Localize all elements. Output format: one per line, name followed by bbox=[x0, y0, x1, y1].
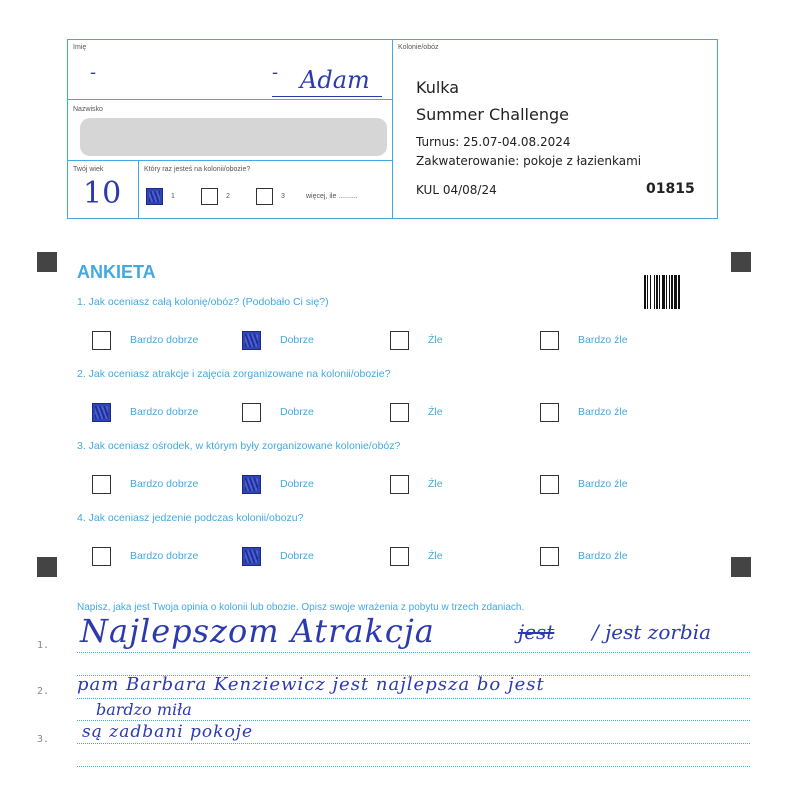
form-number: 01815 bbox=[646, 181, 695, 197]
q4-option-1-checkbox[interactable] bbox=[92, 547, 111, 566]
q1-option-2-checkbox[interactable] bbox=[242, 331, 261, 350]
nazwisko-redacted bbox=[80, 118, 387, 156]
registration-marker bbox=[731, 557, 751, 577]
imie-value: Adam bbox=[300, 66, 370, 94]
q1-option-3-checkbox[interactable] bbox=[390, 331, 409, 350]
q4-option-2-checkbox[interactable] bbox=[242, 547, 261, 566]
camp-program: Summer Challenge bbox=[416, 105, 569, 124]
registration-marker bbox=[731, 252, 751, 272]
q3-option-4-label: Bardzo źle bbox=[578, 478, 628, 490]
q1-option-1-label: Bardzo dobrze bbox=[130, 334, 199, 346]
line-number: 3. bbox=[37, 734, 50, 745]
kolonie-label: Kolonie/obóz bbox=[398, 44, 439, 51]
answer-line-3: są zadbani pokoje bbox=[82, 722, 254, 742]
q2-option-3-label: Źle bbox=[428, 406, 443, 418]
q4-option-3-checkbox[interactable] bbox=[390, 547, 409, 566]
barcode-bar bbox=[680, 275, 681, 309]
q1-option-4-checkbox[interactable] bbox=[540, 331, 559, 350]
q3-option-3-label: Źle bbox=[428, 478, 443, 490]
q1-option-2-label: Dobrze bbox=[280, 334, 314, 346]
q2-option-2-checkbox[interactable] bbox=[242, 403, 261, 422]
answer-line bbox=[77, 652, 750, 653]
wiek-label: Twój wiek bbox=[73, 166, 104, 173]
answer-line bbox=[77, 766, 750, 767]
q1-option-3-label: Źle bbox=[428, 334, 443, 346]
survey-title: ANKIETA bbox=[77, 262, 156, 282]
answer-line-1-crossed: jest bbox=[518, 620, 555, 644]
header-divider bbox=[138, 160, 139, 219]
ktory-raz-option-2: 2 bbox=[226, 193, 230, 200]
imie-dash: - bbox=[272, 62, 279, 83]
answer-line bbox=[77, 698, 750, 699]
q4-option-4-checkbox[interactable] bbox=[540, 547, 559, 566]
question-2: 2. Jak oceniasz atrakcje i zajęcia zorganizowane na kolonii/obozie? bbox=[77, 368, 391, 380]
q2-option-1-checkbox[interactable] bbox=[92, 403, 111, 422]
q3-option-4-checkbox[interactable] bbox=[540, 475, 559, 494]
q2-option-1-label: Bardzo dobrze bbox=[130, 406, 199, 418]
registration-marker bbox=[37, 557, 57, 577]
answer-line bbox=[77, 743, 750, 744]
q1-option-4-label: Bardzo źle bbox=[578, 334, 628, 346]
q2-option-4-label: Bardzo źle bbox=[578, 406, 628, 418]
question-3: 3. Jak oceniasz ośrodek, w którym były zorganizowane kolonie/obóz? bbox=[77, 440, 401, 452]
q3-option-1-checkbox[interactable] bbox=[92, 475, 111, 494]
q2-option-3-checkbox[interactable] bbox=[390, 403, 409, 422]
imie-label: Imię bbox=[73, 44, 87, 51]
wiek-value: 10 bbox=[83, 176, 122, 211]
q3-option-2-checkbox[interactable] bbox=[242, 475, 261, 494]
imie-underline bbox=[272, 96, 382, 97]
q4-option-4-label: Bardzo źle bbox=[578, 550, 628, 562]
line-number: 1. bbox=[37, 640, 50, 651]
question-1: 1. Jak oceniasz całą kolonię/obóz? (Podobało Ci się?) bbox=[77, 296, 329, 308]
q4-option-3-label: Źle bbox=[428, 550, 443, 562]
camp-code: KUL 04/08/24 bbox=[416, 183, 497, 197]
camp-name: Kulka bbox=[416, 78, 460, 97]
imie-dash: - bbox=[90, 62, 97, 83]
ktory-raz-checkbox-3[interactable] bbox=[256, 188, 273, 205]
opinion-prompt: Napisz, jaka jest Twoja opinia o kolonii lub obozie. Opisz swoje wrażenia z pobytu w trzech zdaniach. bbox=[77, 602, 525, 613]
ktory-raz-checkbox-2[interactable] bbox=[201, 188, 218, 205]
ktory-raz-option-3: 3 bbox=[281, 193, 285, 200]
answer-line-1: Najlepszom Atrakcja bbox=[80, 612, 435, 650]
ktory-raz-checkbox-1[interactable] bbox=[146, 188, 163, 205]
answer-line bbox=[77, 720, 750, 721]
turnus: Turnus: 25.07-04.08.2024 bbox=[416, 135, 571, 149]
registration-marker bbox=[37, 252, 57, 272]
question-4: 4. Jak oceniasz jedzenie podczas kolonii/obozu? bbox=[77, 512, 304, 524]
q4-option-1-label: Bardzo dobrze bbox=[130, 550, 199, 562]
q3-option-1-label: Bardzo dobrze bbox=[130, 478, 199, 490]
ktory-raz-label: Który raz jesteś na kolonii/obozie? bbox=[144, 166, 251, 173]
nazwisko-label: Nazwisko bbox=[73, 106, 103, 113]
q1-option-1-checkbox[interactable] bbox=[92, 331, 111, 350]
answer-line-2b: bardzo miła bbox=[96, 700, 192, 719]
line-number: 2. bbox=[37, 686, 50, 697]
ktory-raz-more: więcej, ile .......... bbox=[306, 193, 358, 200]
barcode bbox=[644, 275, 698, 309]
header-divider bbox=[392, 39, 393, 219]
header-divider bbox=[67, 160, 392, 161]
ktory-raz-option-1: 1 bbox=[171, 193, 175, 200]
q3-option-2-label: Dobrze bbox=[280, 478, 314, 490]
q2-option-2-label: Dobrze bbox=[280, 406, 314, 418]
header-divider bbox=[67, 99, 392, 100]
answer-line-2: pam Barbara Kenziewicz jest najlepsza bo jest bbox=[77, 674, 545, 695]
q2-option-4-checkbox[interactable] bbox=[540, 403, 559, 422]
q3-option-3-checkbox[interactable] bbox=[390, 475, 409, 494]
zakwaterowanie: Zakwaterowanie: pokoje z łazienkami bbox=[416, 154, 642, 168]
answer-line-1-end: / jest zorbia bbox=[592, 620, 712, 644]
q4-option-2-label: Dobrze bbox=[280, 550, 314, 562]
